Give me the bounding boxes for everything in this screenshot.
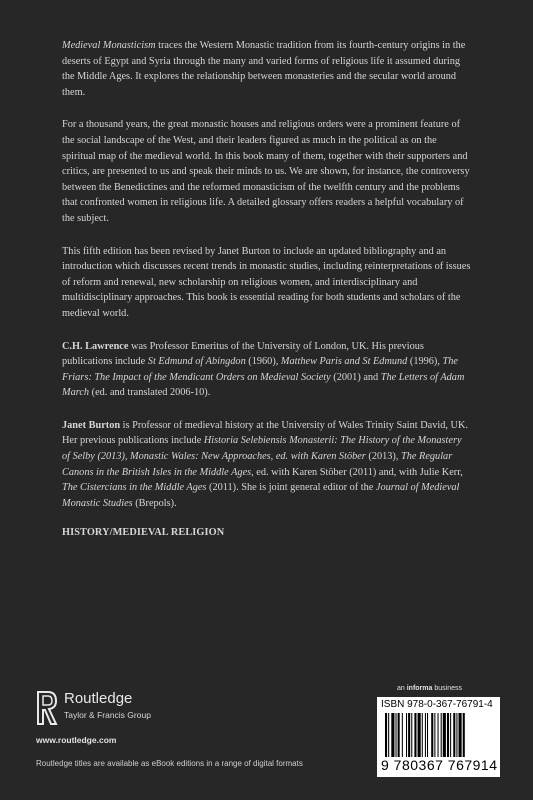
subject-category: HISTORY/MEDIEVAL RELIGION [62,527,225,539]
blurb-edition-paragraph: This fifth edition has been revised by Janet Burton to include an updated bibliography and an introduction which discusses recent trends in monastic studies, including reinterpretations of issues of reform and renewal, new scholarship on religious women, and interdisciplinary and multidisciplinary approaches. This book is essential reading for both students and scholars of the medieval world. [62,245,471,319]
bio-text: (ed. and translated 2006-10). [89,387,211,399]
informa-brand: informa [406,685,433,692]
bio-text: (Brepols). [132,497,177,509]
author-name-burton: Janet Burton [62,419,121,431]
informa-prefix: an [397,685,407,692]
work-title: The Letters of Adam March [62,371,465,399]
work-title: St Edmund of Abingdon [147,356,246,368]
ebook-footnote: Routledge titles are available as eBook editions in a range of digital formats [36,759,303,768]
book-title-italic: Medieval Monasticism [62,40,156,51]
blurb-history-paragraph: For a thousand years, the great monastic houses and religious orders were a prominent feature of the social landscape of the West, and their leaders figured as much in the political as on the spiritual map of the medieval world. In this book many of them, together with their supporters and critics, are presented to us and speak their minds to us. We are shown, for instance, the controversy between the Benedictines and the reformed monasticism of the twelfth century and the problems that confronted women in religious life. A detailed glossary offers readers a helpful vocabulary of the subject. [62,119,470,224]
publisher-group: Taylor & Francis Group [64,710,151,720]
author-bio-burton [62,418,472,512]
intro-text: traces the Western Monastic tradition from its fourth-century origins in the deserts of Egypt and Syria through the many and varied forms of religious life it assumed during the Middle Ages. It explores the relationship between monasteries and the secular world around them. [62,40,466,98]
isbn-barcode [377,697,500,777]
bio-text: (1996), [407,356,443,368]
work-title: Matthew Paris and St Edmund [280,356,408,368]
bio-text: (2001) and [330,371,381,383]
work-title: The Cistercians in the Middle Ages [62,482,207,494]
work-title: Historia Selebiensis Monasterii: The History of the Monastery of Selby (2013), Monastic Wales: New Approaches, ed. with Karen Stöber [62,435,462,463]
barcode-digits: 9 780367 767914 [381,757,498,773]
barcode-bars-icon [385,713,495,757]
publisher-url[interactable]: www.routledge.com [36,735,117,745]
work-title: The Friars: The Impact of the Mendicant Orders on Medieval Society [62,356,458,383]
bio-text: (2013), [365,451,402,463]
work-title: The Regular Canons in the British Isles in the Middle Ages [62,451,453,478]
bio-text: is Professor of medieval history at the University of Wales Trinity Saint David, UK. Her previous publications include [62,419,468,447]
work-title: Journal of Medieval Monastic Studies [62,482,460,509]
bio-text: (2011). She is joint general editor of the [206,482,376,494]
bio-text: was Professor Emeritus of the University of London, UK. His previous publications include [62,340,424,368]
blurb-intro-paragraph [62,38,472,100]
bio-text: (1960), [245,356,281,368]
routledge-logo-icon [36,690,58,726]
bio-text: , ed. with Karen Stöber (2011) and, with Julie Kerr, [251,466,463,478]
informa-business-tag [397,685,462,692]
author-name-lawrence: C.H. Lawrence [62,340,129,352]
isbn-label: ISBN 978-0-367-76791-4 [381,699,493,710]
informa-suffix: business [432,685,462,692]
author-bio-lawrence [62,339,472,401]
publisher-name: Routledge [64,690,133,707]
blurb [62,38,472,558]
